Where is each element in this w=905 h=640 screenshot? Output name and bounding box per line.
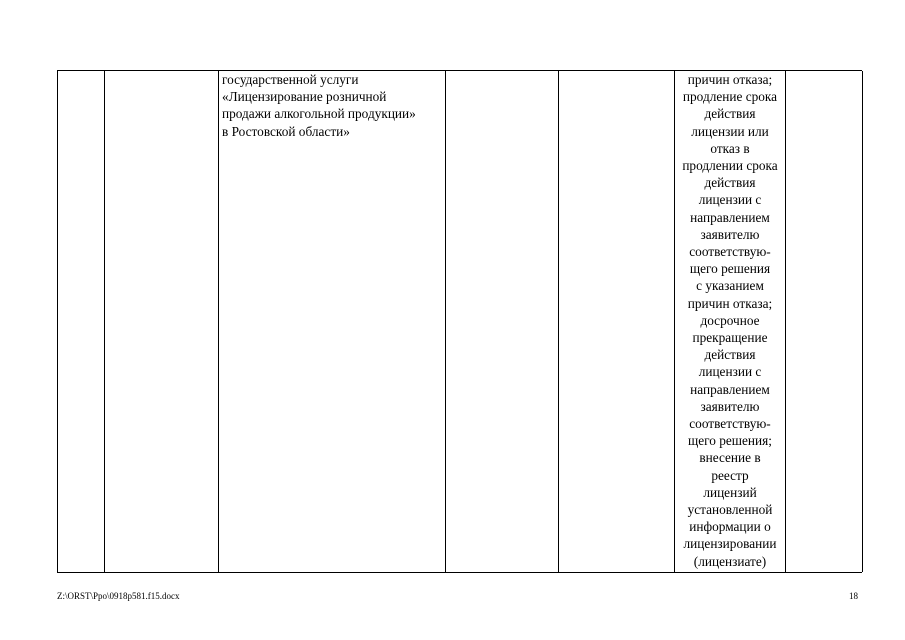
- text-line: причин отказа;: [687, 72, 773, 87]
- document-table: [57, 70, 862, 573]
- result-cell: [675, 71, 785, 570]
- text-line: прекращение: [692, 330, 768, 346]
- table-column-2: [105, 71, 219, 572]
- text-line: внесение в: [699, 450, 761, 466]
- text-line: лицензии или: [691, 123, 769, 139]
- text-line: действия: [704, 347, 756, 363]
- text-line: причин отказа;: [687, 295, 773, 311]
- text-line: лицензий: [703, 484, 757, 500]
- text-line: продажи алкогольной продукции»: [222, 106, 416, 122]
- text-line: лицензии с: [698, 192, 762, 208]
- table-column-1: [58, 71, 105, 572]
- table-column-5: [559, 71, 675, 572]
- text-line: в Ростовской области»: [222, 123, 350, 139]
- table-column-result: [675, 71, 786, 572]
- text-line: соответствую-: [689, 244, 771, 260]
- text-line: направлением: [690, 381, 770, 397]
- text-line: продление срока: [682, 89, 778, 105]
- text-line: отказ в: [710, 140, 750, 156]
- text-line: соответствую-: [689, 416, 771, 432]
- text-line: досрочное: [700, 312, 760, 328]
- text-line: информации о: [689, 519, 771, 535]
- text-line: направлением: [690, 209, 770, 225]
- text-line: заявителю: [700, 398, 760, 414]
- table-column-7: [786, 71, 863, 572]
- text-line: (лицензиате): [693, 553, 767, 569]
- text-line: щего решения: [689, 261, 771, 277]
- text-line: с указанием: [696, 278, 764, 294]
- text-line: лицензировании: [683, 536, 777, 552]
- text-line: «Лицензирование розничной: [222, 89, 387, 105]
- footer-file-path: Z:\ORST\Ppo\0918p581.f15.docx: [57, 591, 180, 601]
- page-number: 18: [849, 591, 858, 601]
- table-column-4: [446, 71, 559, 572]
- text-line: государственной услуги: [222, 72, 359, 87]
- text-line: продлении срока: [682, 158, 778, 174]
- text-line: заявителю: [700, 226, 760, 242]
- text-line: действия: [704, 106, 756, 122]
- text-line: действия: [704, 175, 756, 191]
- table-column-service-name: [219, 71, 446, 572]
- text-line: лицензии с: [698, 364, 762, 380]
- text-line: реестр: [711, 467, 749, 483]
- text-line: щего решения;: [688, 433, 772, 449]
- service-name-cell: [219, 71, 445, 140]
- text-line: установленной: [687, 502, 773, 518]
